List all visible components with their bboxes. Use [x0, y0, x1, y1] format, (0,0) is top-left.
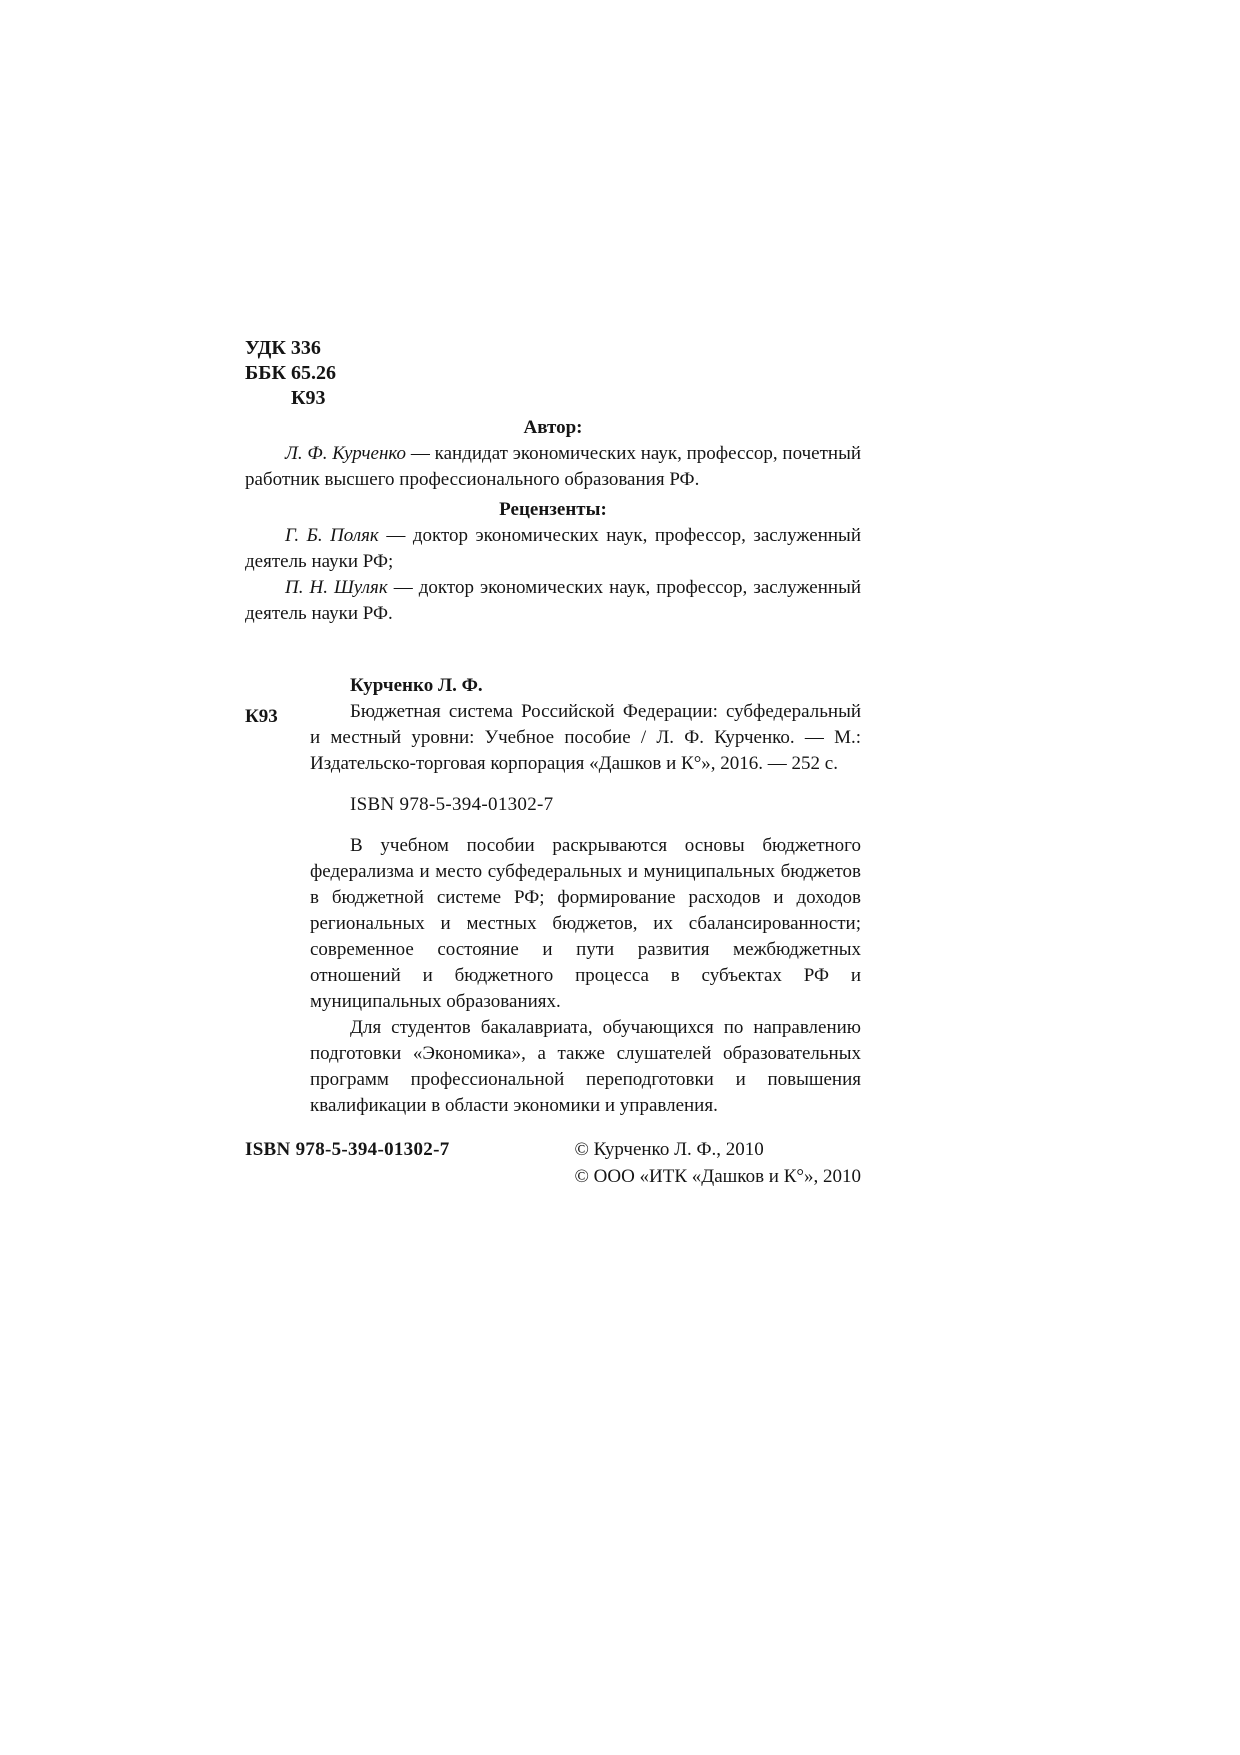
- reviewer-name: Г. Б. Поляк: [285, 525, 379, 546]
- reviewer-credentials: — доктор экономических наук, профессор, заслуженный деятель науки РФ.: [245, 577, 862, 624]
- reviewer-credentials: — доктор экономических наук, профессор, заслуженный деятель науки РФ;: [245, 525, 861, 572]
- content-block: [245, 336, 861, 1119]
- author-entry: [245, 441, 861, 493]
- udk-line: УДК 336: [245, 337, 321, 359]
- classification-block: [245, 336, 861, 411]
- author-heading: Автор:: [523, 417, 583, 438]
- copyright-block: [574, 1136, 861, 1190]
- reviewer-entry: [245, 575, 861, 627]
- author-name: Л. Ф. Курченко: [285, 443, 407, 464]
- annotation-paragraph: Для студентов бакалавриата, обучающихся по направлению подготовки «Экономика», а также слушателей образовательных программ профессиональной переподготовки и повышения квалификации в области экономики и управления.: [310, 1017, 861, 1116]
- catalog-author: Курченко Л. Ф.: [350, 675, 483, 696]
- reviewer-name: П. Н. Шуляк: [285, 577, 388, 598]
- bbk-line: ББК 65.26: [245, 362, 336, 384]
- copyright-line: © ООО «ИТК «Дашков и К°», 2010: [574, 1166, 861, 1187]
- isbn-line: ISBN 978-5-394-01302-7: [350, 794, 554, 815]
- classification-code: К93: [291, 387, 326, 409]
- copyright-line: © Курченко Л. Ф., 2010: [574, 1139, 764, 1160]
- footer-isbn: ISBN 978-5-394-01302-7: [245, 1139, 450, 1160]
- reviewers-heading: Рецензенты:: [499, 499, 607, 520]
- catalog-description: Бюджетная система Российской Федерации: субфедеральный и местный уровни: Учебное пособие / Л. Ф. Курченко. — М.: Издательско-торговая корпорация «Дашков и К°», 2016. — 252 с.: [310, 701, 861, 774]
- catalog-card: [245, 673, 861, 1119]
- footer-block: [245, 1136, 861, 1190]
- catalog-code: К93: [245, 706, 278, 727]
- annotation-paragraph: В учебном пособии раскрываются основы бюджетного федерализма и место субфедеральных и муниципальных бюджетов в бюджетной системе РФ; формирование расходов и доходов региональных и местных бюджетов, их сбалансированности; современное состояние и пути развития межбюджетных отношений и бюджетного процесса в субъектах РФ и муниципальных образованиях.: [310, 835, 861, 1012]
- reviewer-entry: [245, 523, 861, 575]
- author-credentials: — кандидат экономических наук, профессор, почетный работник высшего профессионального образования РФ.: [245, 443, 862, 490]
